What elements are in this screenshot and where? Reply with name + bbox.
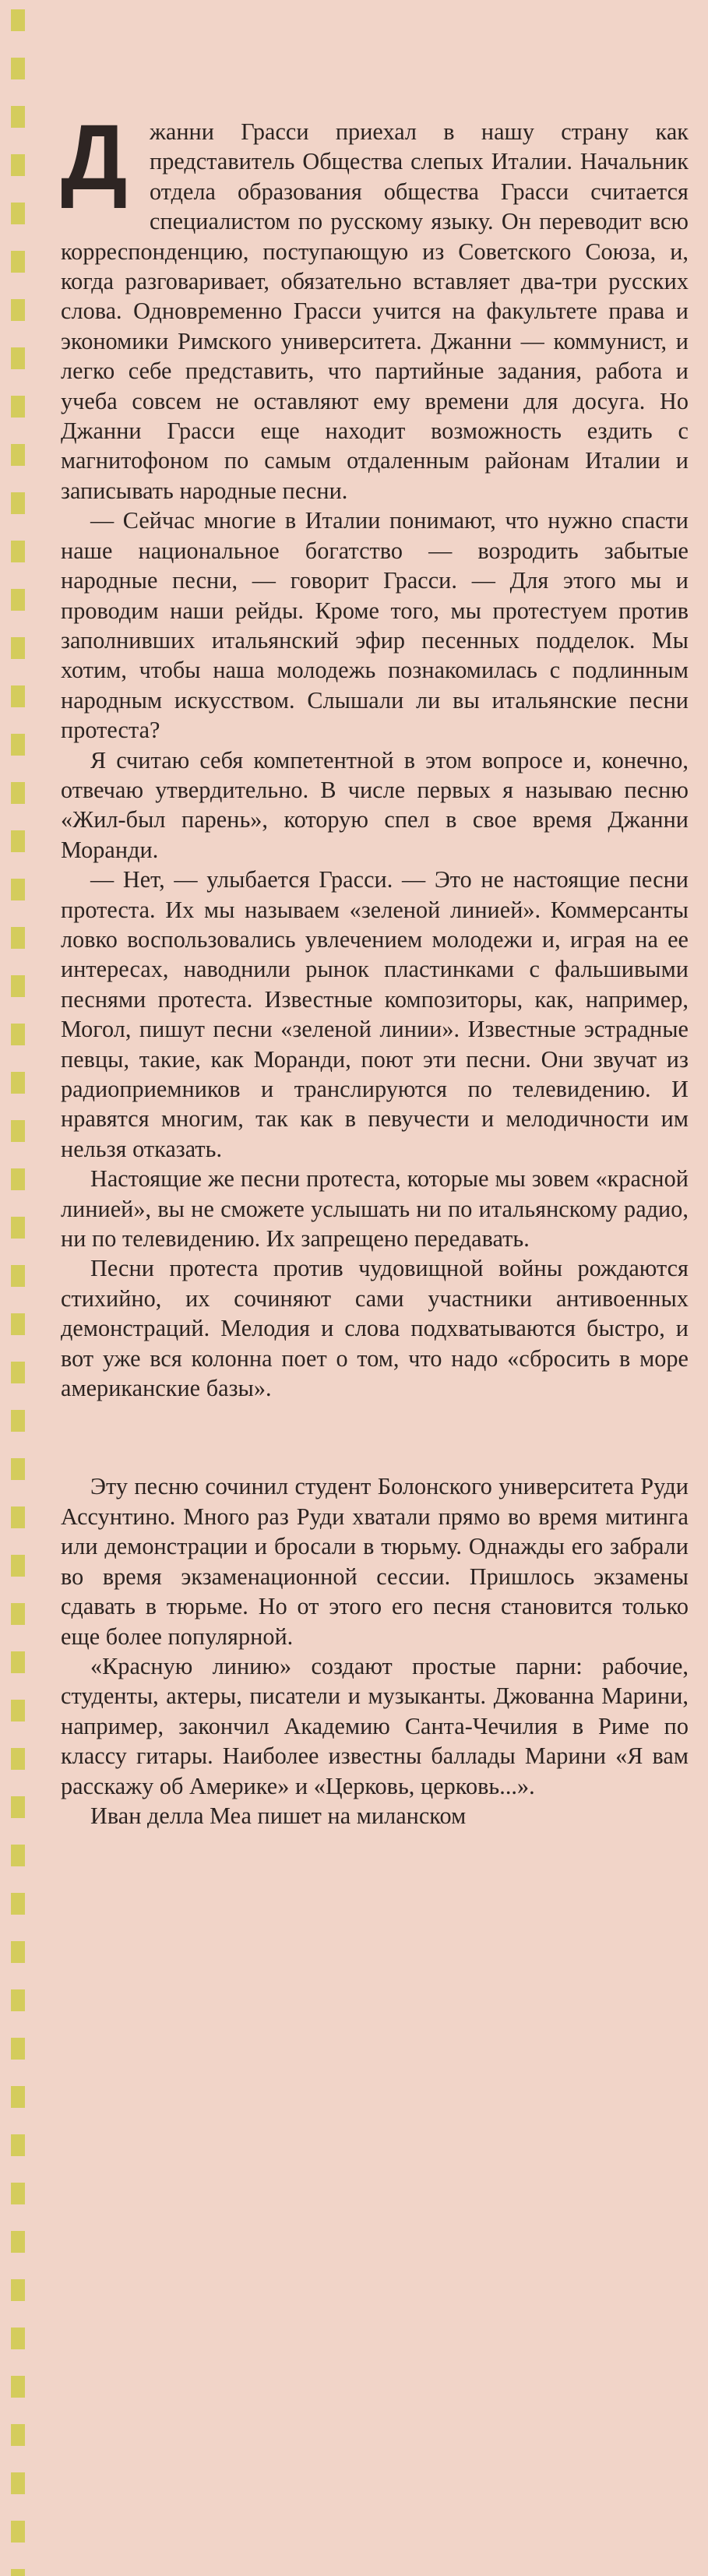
article-paragraph: Песни протеста против чудовищной войны рождаются стихийно, их сочиняют сами участники антивоенных демонстраций. Мелодия и слова подхватываются быстро, и вот уже вся колонна поет о том, что надо «сбросить в море американские базы».	[61, 1255, 689, 1402]
article-paragraph: Иван делла Меа пишет на миланском	[90, 1802, 467, 1829]
article-paragraph: Я считаю себя компетентной в этом вопросе и, конечно, отвечаю утвердительно. В числе первых я называю песню «Жил-был парень», которую спел в свое время Джанни Моранди.	[61, 746, 689, 863]
article-paragraph: «Красную линию» создают простые парни: рабочие, студенты, актеры, писатели и музыканты. Джованна Марини, например, закончил Академию Санта-Чечилия в Риме по классу гитары. Наиболее известны баллады Марини «Я вам расскажу об Америке» и «Церковь, церковь...».	[61, 1652, 689, 1799]
drop-cap-letter: Д	[61, 105, 128, 210]
article-paragraph: — Сейчас многие в Италии понимают, что нужно спасти наше национальное богатство — возродить забытые народные песни, — говорит Грасси. — Для этого мы и проводим наши рейды. Кроме того, мы протестуем против заполнивших итальянский эфир песенных подделок. Мы хотим, чтобы наша молодежь познакомилась с подлинным народным искусством. Слышали ли вы итальянские песни протеста?	[61, 507, 689, 744]
film-strip-border	[11, 0, 25, 2576]
article-paragraph: Настоящие же песни протеста, которые мы зовем «красной линией», вы не сможете услышать ни по итальянскому радио, ни по телевидению. Их запрещено передавать.	[61, 1165, 689, 1253]
article-paragraph: — Нет, — улыбается Грасси. — Это не настоящие песни протеста. Их мы называем «зеленой линией». Коммерсанты ловко воспользовались увлечением молодежи и, играя на ее интересах, наводнили рынок пластинками с фальшивыми песнями протеста. Известные композиторы, как, например, Могол, пишут песни «зеленой линии». Известные эстрадные певцы, такие, как Моранди, поют эти песни. Они звучат из радиоприемников и транслируются по телевидению. И нравятся многим, так как в певучести и мелодичности им нельзя отказать.	[61, 866, 689, 1162]
article-column	[61, 105, 689, 1831]
article-paragraph: Эту песню сочинил студент Болонского университета Руди Ассунтино. Много раз Руди хватали прямо во время митинга или демонстрации и бросали в тюрьму. Однажды его забрали во время экзаменационной сессии. Пришлось экзамены сдавать в тюрьме. Но от этого его песня становится только еще более популярной.	[61, 1473, 689, 1650]
paragraph-text: жанни Грасси приехал в нашу страну как представитель Общества слепых Италии. Начальник отдела образования общества Грасси считается специалистом по русскому языку. Он переводит всю корреспонденцию, поступающую из Советского Союза, и, когда разговаривает, обязательно вставляет два-три русских слова. Одновременно Грасси учится на факультете права и экономики Римского университета. Джанни — коммунист, и легко себе представить, что партийные задания, работа и учеба совсем не оставляют ему времени для досуга. Но Джанни Грасси еще находит возможность ездить с магнитофоном по самым отдаленным районам Италии и записывать народные песни.	[61, 118, 689, 504]
article-paragraph	[61, 105, 689, 506]
